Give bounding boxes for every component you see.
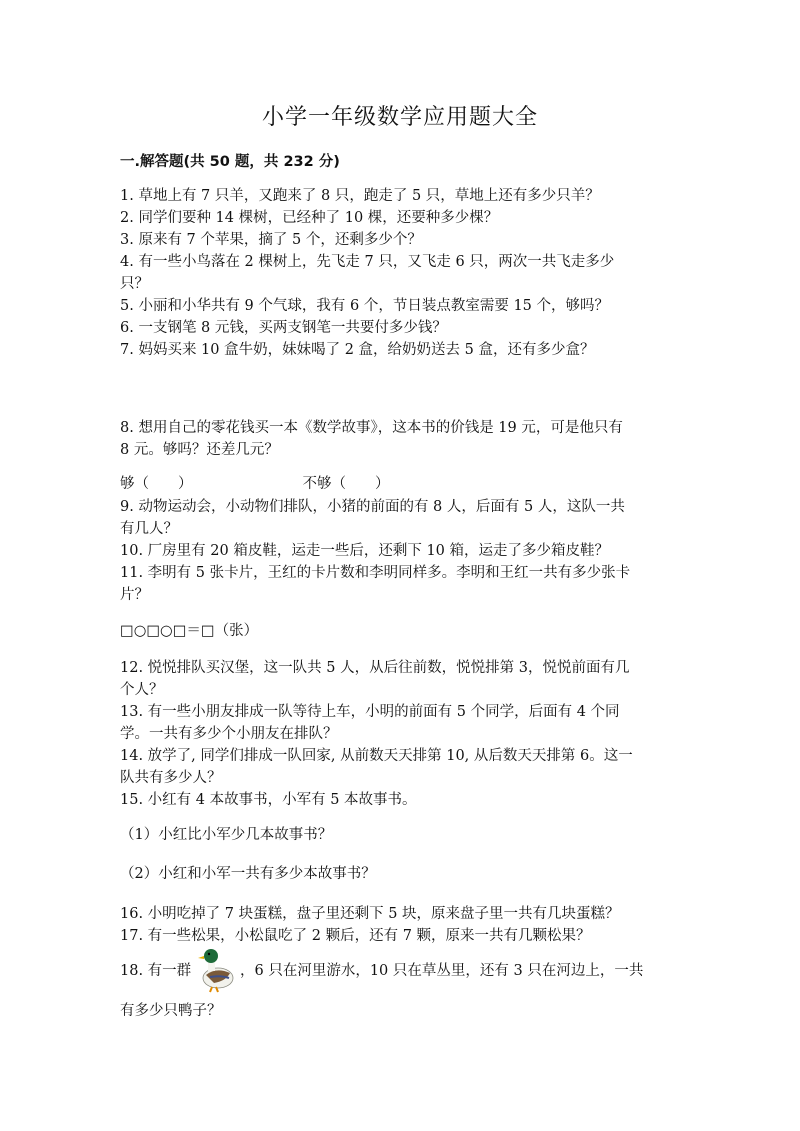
question-6: 6. 一支钢笔 8 元钱，买两支钢笔一共要付多少钱？ (120, 320, 447, 336)
question-4-line-2: 只？ (120, 276, 149, 292)
question-1: 1. 草地上有 7 只羊，又跑来了 8 只，跑走了 5 只，草地上还有多少只羊？ (120, 188, 600, 204)
question-2: 2. 同学们要种 14 棵树，已经种了 10 棵，还要种多少棵？ (120, 210, 499, 226)
question-8-line-2: 8 元。够吗？还差几元？ (120, 442, 279, 458)
question-18-line-2: 有多少只鸭子？ (120, 1003, 222, 1019)
question-9-line-2: 有几人？ (120, 521, 178, 537)
question-4-line-1: 4. 有一些小鸟落在 2 棵树上，先飞走 7 只，又飞走 6 只，两次一共飞走多少 (120, 254, 615, 270)
question-18-line-1-rest: ，6 只在河里游水，10 只在草丛里，还有 3 只在河边上，一共 (240, 963, 644, 979)
question-9-line-1: 9. 动物运动会，小动物们排队，小猪的前面的有 8 人，后面有 5 人，这队一共 (120, 499, 625, 515)
question-3: 3. 原来有 7 个苹果，摘了 5 个，还剩多少个？ (120, 232, 422, 248)
question-11-formula: □○□○□＝□（张） (120, 623, 259, 639)
question-8-line-1: 8. 想用自己的零花钱买一本《数学故事》，这本书的价钱是 19 元，可是他只有 (120, 420, 623, 436)
question-12-line-2: 个人？ (120, 682, 164, 698)
question-5: 5. 小丽和小华共有 9 个气球，我有 6 个，节日装点教室需要 15 个，够吗？ (120, 298, 609, 314)
duck-icon (196, 945, 236, 993)
question-13-line-2: 学。一共有多少个小朋友在排队？ (120, 726, 338, 742)
question-11-line-2: 片？ (120, 587, 149, 603)
question-11-line-1: 11. 李明有 5 张卡片，王红的卡片数和李明同样多。李明和王红一共有多少张卡 (120, 565, 631, 581)
question-7: 7. 妈妈买来 10 盒牛奶，妹妹喝了 2 盒，给奶奶送去 5 盒，还有多少盒？ (120, 342, 595, 358)
question-8-answer-row (120, 474, 390, 494)
section-heading: 一.解答题(共 50 题，共 232 分) (120, 154, 340, 170)
question-15-part-1: （1）小红比小军少几本故事书？ (120, 827, 333, 843)
question-14-line-1: 14. 放学了, 同学们排成一队回家, 从前数天天排第 10, 从后数天天排第 6。这一 (120, 748, 633, 764)
question-10: 10. 厂房里有 20 箱皮鞋，运走一些后，还剩下 10 箱，运走了多少箱皮鞋？ (120, 543, 610, 559)
question-13-line-1: 13. 有一些小朋友排成一队等待上车，小明的前面有 5 个同学，后面有 4 个同 (120, 704, 620, 720)
answer-enough[interactable]: 够（ ） (120, 476, 193, 492)
page-title: 小学一年级数学应用题大全 (261, 105, 538, 130)
question-15-part-2: （2）小红和小军一共有多少本故事书？ (120, 866, 376, 882)
answer-not-enough[interactable]: 不够（ ） (302, 476, 390, 492)
question-16: 16. 小明吃掉了 7 块蛋糕，盘子里还剩下 5 块，原来盘子里一共有几块蛋糕？ (120, 906, 620, 922)
question-14-line-2: 队共有多少人？ (120, 770, 222, 786)
question-15: 15. 小红有 4 本故事书，小军有 5 本故事书。 (120, 792, 417, 808)
question-17: 17. 有一些松果，小松鼠吃了 2 颗后，还有 7 颗，原来一共有几颗松果？ (120, 928, 591, 944)
question-12-line-1: 12. 悦悦排队买汉堡，这一队共 5 人，从后往前数，悦悦排第 3，悦悦前面有几 (120, 660, 630, 676)
question-18-line-1-start: 18. 有一群 (120, 963, 192, 979)
